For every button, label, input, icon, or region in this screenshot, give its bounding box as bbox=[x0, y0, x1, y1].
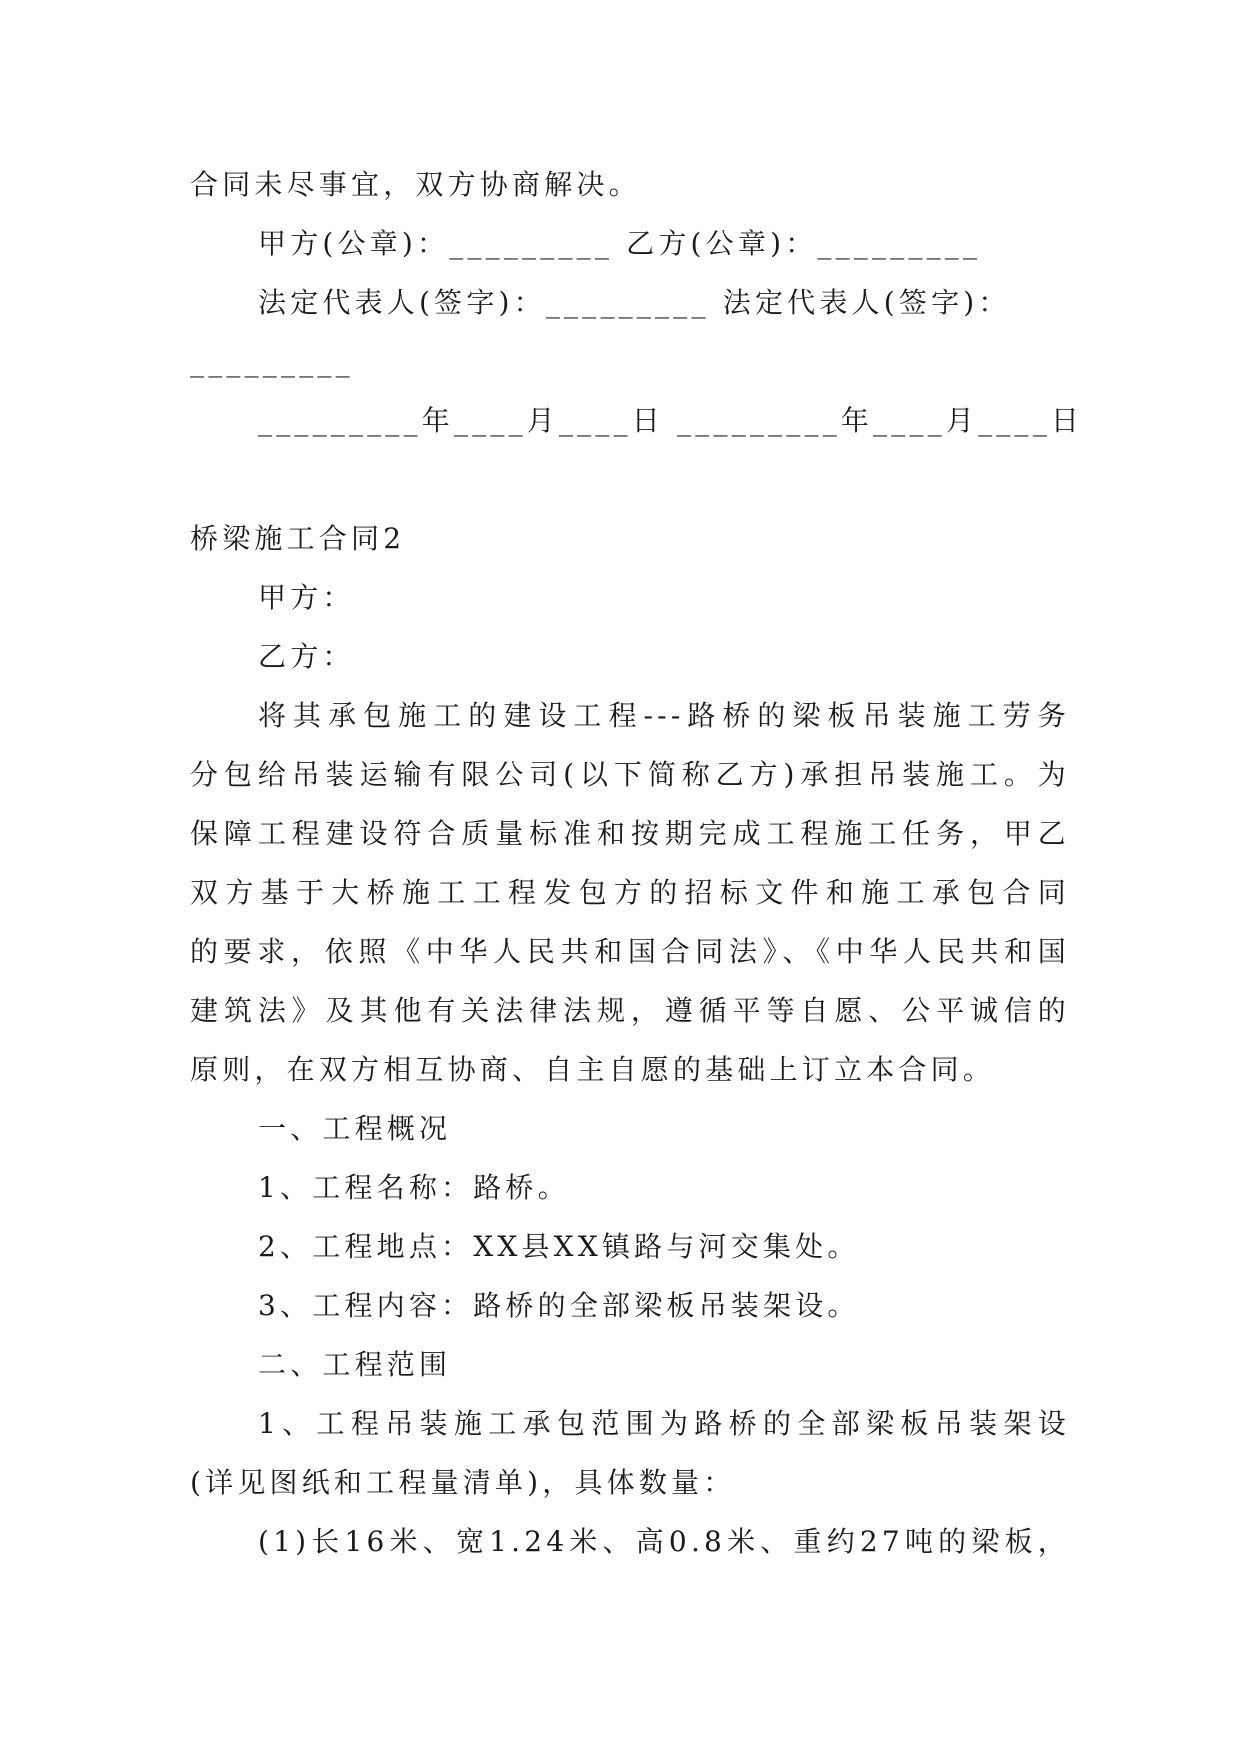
text-line: (详见图纸和工程量清单)，具体数量： bbox=[190, 1466, 736, 1499]
text-line: 1、工程名称：路桥。 bbox=[258, 1171, 570, 1204]
text-line: 的要求，依照《中华人民共和国合同法》、《中华人民共和国 bbox=[190, 935, 1070, 968]
text-line: 合同未尽事宜，双方协商解决。 bbox=[190, 168, 641, 201]
text-line: 二、工程范围 bbox=[258, 1348, 452, 1381]
text-line: 2、工程地点：XX县XX镇路与河交集处。 bbox=[258, 1230, 860, 1263]
text-line: 保障工程建设符合质量标准和按期完成工程施工任务，甲乙 bbox=[190, 817, 1070, 850]
text-line: 乙方： bbox=[258, 640, 355, 673]
text-line: 将其承包施工的建设工程---路桥的梁板吊装施工劳务 bbox=[258, 699, 1070, 732]
text-line: 一、工程概况 bbox=[258, 1112, 452, 1145]
text-line: 分包给吊装运输有限公司(以下简称乙方)承担吊装施工。为 bbox=[190, 758, 1070, 791]
section-heading: 桥梁施工合同2 bbox=[190, 522, 406, 555]
text-line: _________年____月____日 _________年____月____日 bbox=[258, 404, 1084, 437]
text-line: 双方基于大桥施工工程发包方的招标文件和施工承包合同 bbox=[190, 876, 1070, 909]
text-line: 法定代表人(签字)：_________ 法定代表人(签字)： bbox=[258, 286, 1011, 319]
text-line: 3、工程内容：路桥的全部梁板吊装架设。 bbox=[258, 1289, 860, 1322]
text-line: 甲方： bbox=[258, 581, 355, 614]
text-line: 原则，在双方相互协商、自主自愿的基础上订立本合同。 bbox=[190, 1053, 996, 1086]
text-line: 建筑法》及其他有关法律法规，遵循平等自愿、公平诚信的 bbox=[190, 994, 1070, 1027]
text-line: (1)长16米、宽1.24米、高0.8米、重约27吨的梁板， bbox=[258, 1525, 1070, 1558]
text-line: 1、工程吊装施工承包范围为路桥的全部梁板吊装架设 bbox=[258, 1407, 1070, 1440]
text-line: 甲方(公章)：_________ 乙方(公章)：_________ bbox=[258, 227, 982, 260]
text-line: _________ bbox=[190, 345, 354, 378]
